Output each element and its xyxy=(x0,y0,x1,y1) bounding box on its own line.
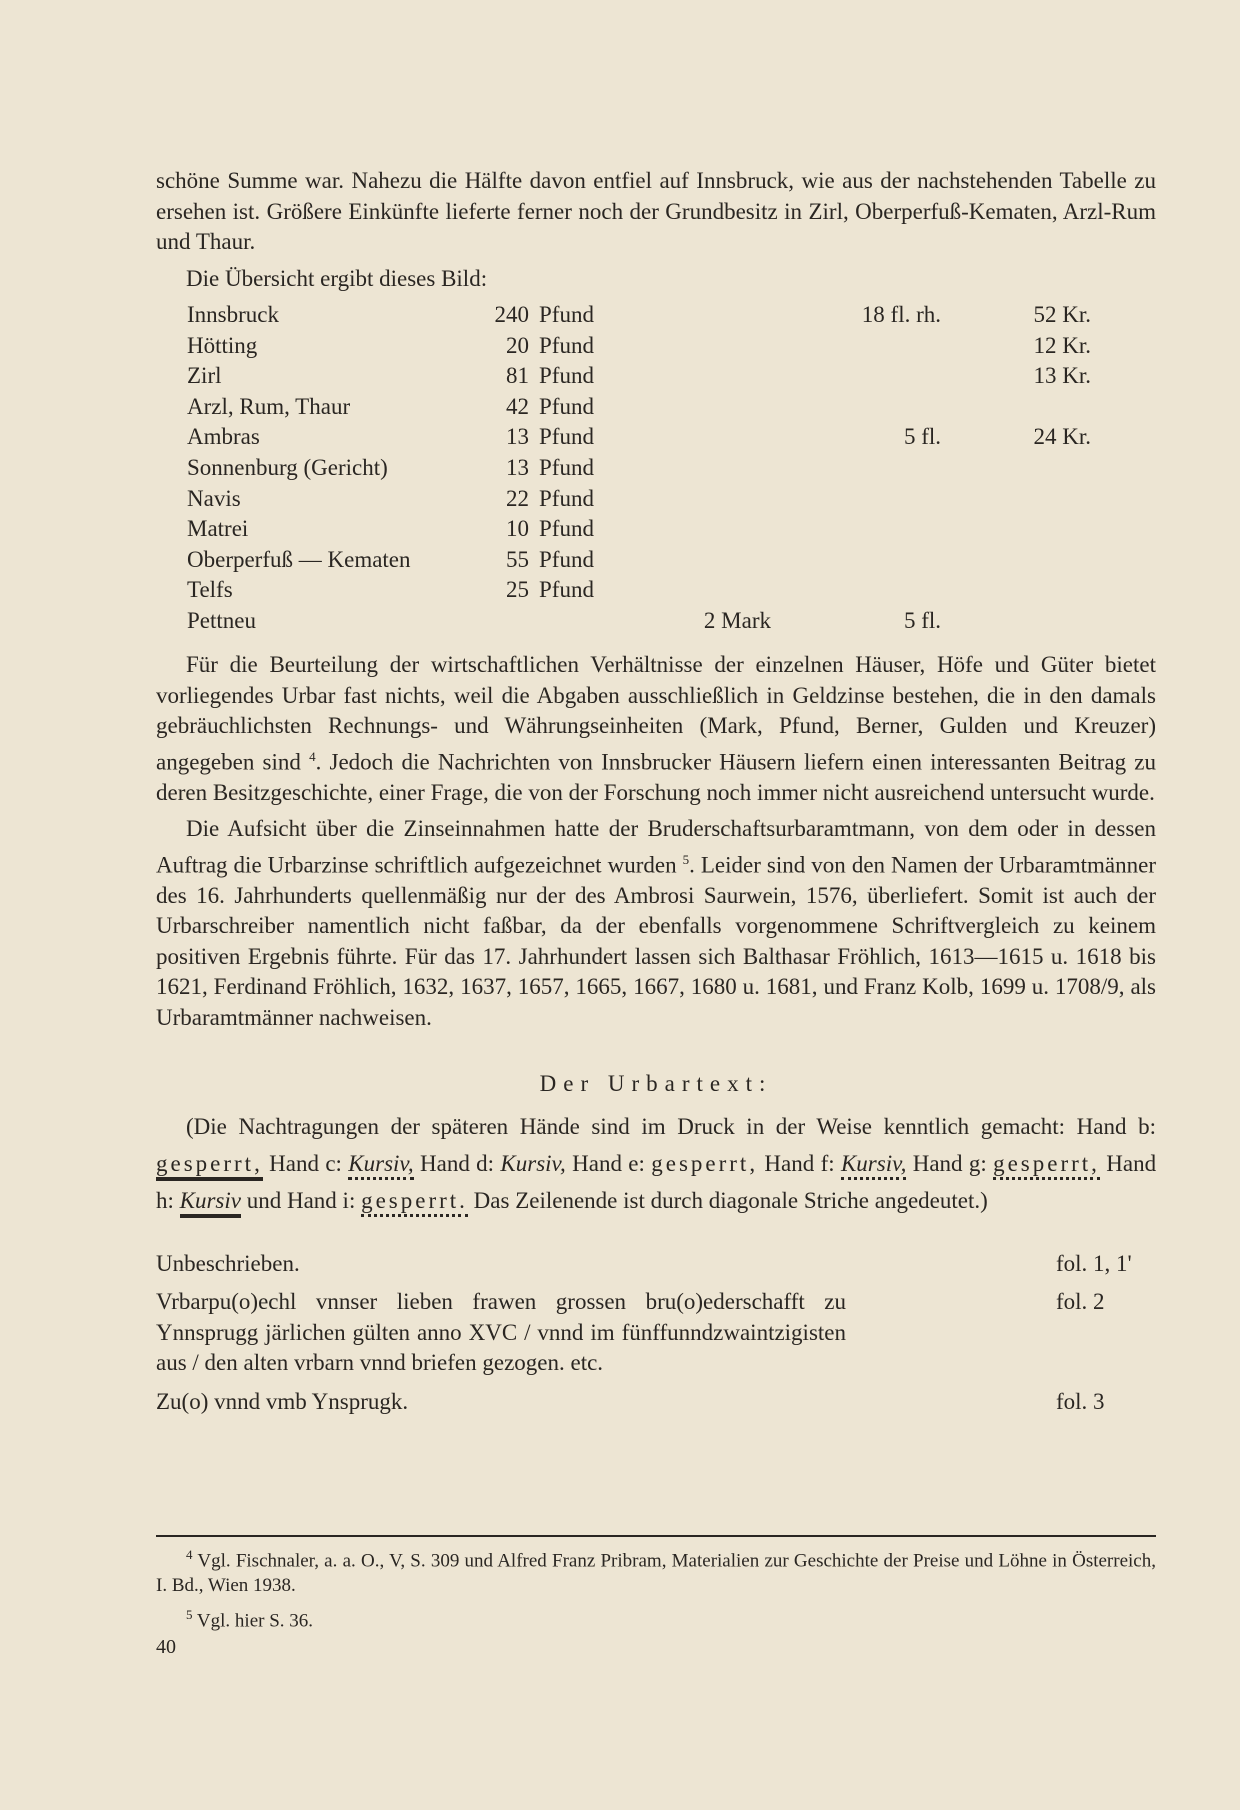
legend-kursiv-c: Kursiv, xyxy=(348,1151,413,1180)
table-kreuzer-cell xyxy=(941,545,1091,576)
table-row xyxy=(187,545,1091,576)
legend-close: Das Zeilenende ist durch diagonale Striche angedeutet.) xyxy=(473,1187,988,1213)
table-gulden-cell: 18 fl. rh. xyxy=(861,302,941,327)
entry-text: Unbeschrieben. xyxy=(156,1250,300,1276)
table-kreuzer-cell: 12 Kr. xyxy=(1033,332,1091,358)
table-unit-cell: Pfund xyxy=(539,302,594,327)
table-gulden-cell: 5 fl. xyxy=(903,607,941,633)
table-place-cell: Navis xyxy=(187,485,241,511)
footnote-ref-5: 5 xyxy=(682,851,690,867)
legend-hand-f: Hand f: xyxy=(764,1150,835,1176)
table-place-cell: Arzl, Rum, Thaur xyxy=(187,393,351,419)
table-amount-cell: 25 xyxy=(506,577,529,603)
table-mark-cell xyxy=(621,545,771,576)
table-gulden-cell xyxy=(771,575,941,606)
table-gulden-cell: 5 fl. xyxy=(903,424,941,450)
table-place-cell: Sonnenburg (Gericht) xyxy=(187,454,388,480)
table-place-cell: Zirl xyxy=(187,363,222,389)
table-row xyxy=(187,422,1091,453)
table-kreuzer-cell: 24 Kr. xyxy=(1033,424,1091,450)
table-mark-cell xyxy=(621,361,771,392)
table-mark-cell: 2 Mark xyxy=(703,607,771,633)
urbar-entry xyxy=(156,1249,1156,1280)
intro-block xyxy=(156,166,1156,294)
table-gulden-cell xyxy=(771,514,941,545)
entry-folio: fol. 3 xyxy=(1056,1388,1105,1414)
legend-hand-c: Hand c: xyxy=(269,1150,342,1176)
table-kreuzer-cell: 52 Kr. xyxy=(1033,302,1091,327)
table-amount-cell: 20 xyxy=(506,332,529,358)
legend-gesperrt-e: gesperrt, xyxy=(651,1150,759,1176)
table-gulden-cell xyxy=(771,331,941,362)
legend-open: (Die Nachtragungen der späteren Hände sind im Druck in der Weise kenntlich gemacht: xyxy=(186,1113,1066,1139)
footnote-ref-4: 4 xyxy=(309,748,316,764)
footnotes xyxy=(156,1542,1156,1634)
entry-folio: fol. 2 xyxy=(1056,1289,1105,1315)
entry-folio: fol. 1, 1' xyxy=(1056,1250,1132,1276)
table-kreuzer-cell xyxy=(941,392,1091,423)
paragraph-assessment xyxy=(156,650,1156,808)
table-row xyxy=(187,453,1091,484)
footnote-text: Vgl. Fischnaler, a. a. O., V, S. 309 und Alfred Franz Pribram, Materialien zur Geschichte der Preise und Löhne in Österreich, I. Bd., Wien 1938. xyxy=(156,1550,1156,1597)
legend-hand-b: Hand b: xyxy=(1076,1113,1156,1139)
paragraph-supervision-text: Die Aufsicht über die Zinseinnahmen hatte der Bruderschaftsurbaramtmann, von dem oder in dessen Auftrag die Urbarzinse schriftlich aufgezeichnet wurden xyxy=(156,816,1156,878)
table-place-cell: Pettneu xyxy=(187,607,256,633)
table-mark-cell xyxy=(621,422,771,453)
table-mark-cell xyxy=(621,300,771,331)
table-place-cell: Innsbruck xyxy=(187,302,279,327)
table-place-cell: Matrei xyxy=(187,516,249,542)
table-amount-cell: 55 xyxy=(506,546,529,572)
table-unit-cell xyxy=(529,606,621,637)
urbar-entry xyxy=(156,1287,1156,1379)
table-mark-cell xyxy=(621,331,771,362)
legend-kursiv-f: Kursiv, xyxy=(841,1151,906,1180)
overview-table xyxy=(187,300,1091,637)
legend-kursiv-h: Kursiv xyxy=(180,1188,241,1218)
urbar-entries xyxy=(156,1249,1156,1418)
table-amount-cell: 81 xyxy=(506,363,529,389)
paragraph-assessment-text: Für die Beurteilung der wirtschaftlichen Verhältnisse der einzelnen Häuser, Höfe und Güter bietet vorliegendes Urbar fast nichts, weil die Abgaben ausschließlich in Geldzinse bestehen, die in den damals gebräuchlichsten Rechnungs- und Währungseinheiten (Mark, Pfund, Berner, Gulden und Kreuzer) angegeben sind xyxy=(156,652,1156,775)
table-kreuzer-cell xyxy=(941,514,1091,545)
legend-paragraph xyxy=(156,1108,1156,1219)
legend-gesperrt-g: gesperrt, xyxy=(993,1151,1100,1180)
table-mark-cell xyxy=(621,575,771,606)
table-unit-cell: Pfund xyxy=(539,577,594,603)
table-amount-cell: 13 xyxy=(506,454,529,480)
table-unit-cell: Pfund xyxy=(539,516,594,542)
table-mark-cell xyxy=(621,392,771,423)
table-place-cell: Telfs xyxy=(187,577,233,603)
table-amount-cell: 13 xyxy=(506,424,529,450)
legend-gesperrt-b: gesperrt, xyxy=(156,1151,263,1181)
table-row xyxy=(187,300,1091,331)
footnote-4 xyxy=(156,1542,1156,1598)
footnote-number: 4 xyxy=(186,1547,193,1562)
table-kreuzer-cell xyxy=(941,453,1091,484)
footnote-divider xyxy=(156,1535,1156,1537)
table-unit-cell: Pfund xyxy=(539,332,594,358)
entry-text: Vrbarpu(o)echl vnnser lieben frawen grossen bru(o)ederschafft zu Ynnsprugg järlichen gülten anno XVC / vnnd im fünffunndzwaintzigisten aus / den alten vrbarn vnnd briefen gezogen. etc. xyxy=(156,1289,846,1376)
legend-hand-i: Hand i: xyxy=(286,1187,356,1213)
legend-kursiv-d: Kursiv, xyxy=(500,1150,566,1176)
legend-gesperrt-i: gesperrt. xyxy=(361,1188,468,1217)
table-gulden-cell xyxy=(771,453,941,484)
entry-text: Zu(o) vnnd vmb Ynsprugk. xyxy=(156,1388,409,1414)
table-place-cell: Hötting xyxy=(187,332,258,358)
table-gulden-cell xyxy=(771,484,941,515)
table-row xyxy=(187,331,1091,362)
table-unit-cell: Pfund xyxy=(539,393,594,419)
table-mark-cell xyxy=(621,453,771,484)
table-row xyxy=(187,361,1091,392)
table-unit-cell: Pfund xyxy=(539,363,594,389)
intro-paragraph: schöne Summe war. Nahezu die Hälfte davon entfiel auf Innsbruck, wie aus der nachstehenden Tabelle zu ersehen ist. Größere Einkünfte lieferte ferner noch der Grundbesitz in Zirl, Oberperfuß-Kematen, Arzl-Rum und Thaur. xyxy=(156,168,1156,254)
footnote-text: Vgl. hier S. 36. xyxy=(196,1610,314,1632)
legend-und: und xyxy=(246,1187,282,1213)
urbar-entry xyxy=(156,1387,1156,1418)
table-unit-cell: Pfund xyxy=(539,454,594,480)
table-gulden-cell xyxy=(771,361,941,392)
body-block xyxy=(156,650,1156,1417)
table-mark-cell xyxy=(621,484,771,515)
table-amount-cell: 42 xyxy=(506,393,529,419)
table-unit-cell: Pfund xyxy=(539,424,594,450)
table-row xyxy=(187,575,1091,606)
footnote-number: 5 xyxy=(186,1607,193,1623)
table-row xyxy=(187,606,1091,637)
table-kreuzer-cell xyxy=(941,575,1091,606)
table-row xyxy=(187,392,1091,423)
table-amount-cell: 240 xyxy=(494,302,529,327)
table-amount-cell: 10 xyxy=(506,516,529,542)
overview-label: Die Übersicht ergibt dieses Bild: xyxy=(186,265,488,291)
table-place-cell: Ambras xyxy=(187,424,260,450)
section-heading: Der Urbartext: xyxy=(539,1071,773,1097)
legend-hand-e: Hand e: xyxy=(572,1150,645,1176)
page-number: 40 xyxy=(156,1636,176,1658)
table-amount-cell xyxy=(487,606,529,637)
table-kreuzer-cell xyxy=(941,484,1091,515)
table-gulden-cell xyxy=(771,545,941,576)
paragraph-assessment-cont: . Jedoch die Nachrichten von Innsbrucker Häusern liefern einen interessanten Beitrag zu deren Besitzgeschichte, einer Frage, die von der Forschung noch immer nicht ausreichend untersucht wurde. xyxy=(156,749,1156,805)
table-gulden-cell xyxy=(771,392,941,423)
table-unit-cell: Pfund xyxy=(539,485,594,511)
footnote-5 xyxy=(156,1602,1156,1633)
legend-hand-g: Hand g: xyxy=(912,1150,987,1176)
table-place-cell: Oberperfuß — Kematen xyxy=(187,546,411,572)
table-kreuzer-cell: 13 Kr. xyxy=(1033,363,1091,389)
paragraph-supervision-cont: . Leider sind von den Namen der Urbaramtmänner des 16. Jahrhunderts quellenmäßig nur der des Ambrosi Saurwein, 1576, überliefert. Somit ist auch der Urbarschreiber namentlich nicht faßbar, da der ebenfalls vorgenommene Schriftvergleich zu keinem positiven Ergebnis führte. Für das 17. Jahrhundert lassen sich Balthasar Fröhlich, 1613—1615 u. 1618 bis 1621, Ferdinand Fröhlich, 1632, 1637, 1657, 1665, 1667, 1680 u. 1681, und Franz Kolb, 1699 u. 1708/9, als Urbaramtmänner nachweisen. xyxy=(156,852,1156,1030)
table-unit-cell: Pfund xyxy=(539,546,594,572)
legend-hand-d: Hand d: xyxy=(420,1150,495,1176)
legend-hand-h: Hand h: xyxy=(156,1150,1157,1213)
table-mark-cell xyxy=(621,514,771,545)
paragraph-supervision xyxy=(156,814,1156,1033)
table-row xyxy=(187,514,1091,545)
table-amount-cell: 22 xyxy=(506,485,529,511)
table-row xyxy=(187,484,1091,515)
table-kreuzer-cell xyxy=(941,606,1091,637)
